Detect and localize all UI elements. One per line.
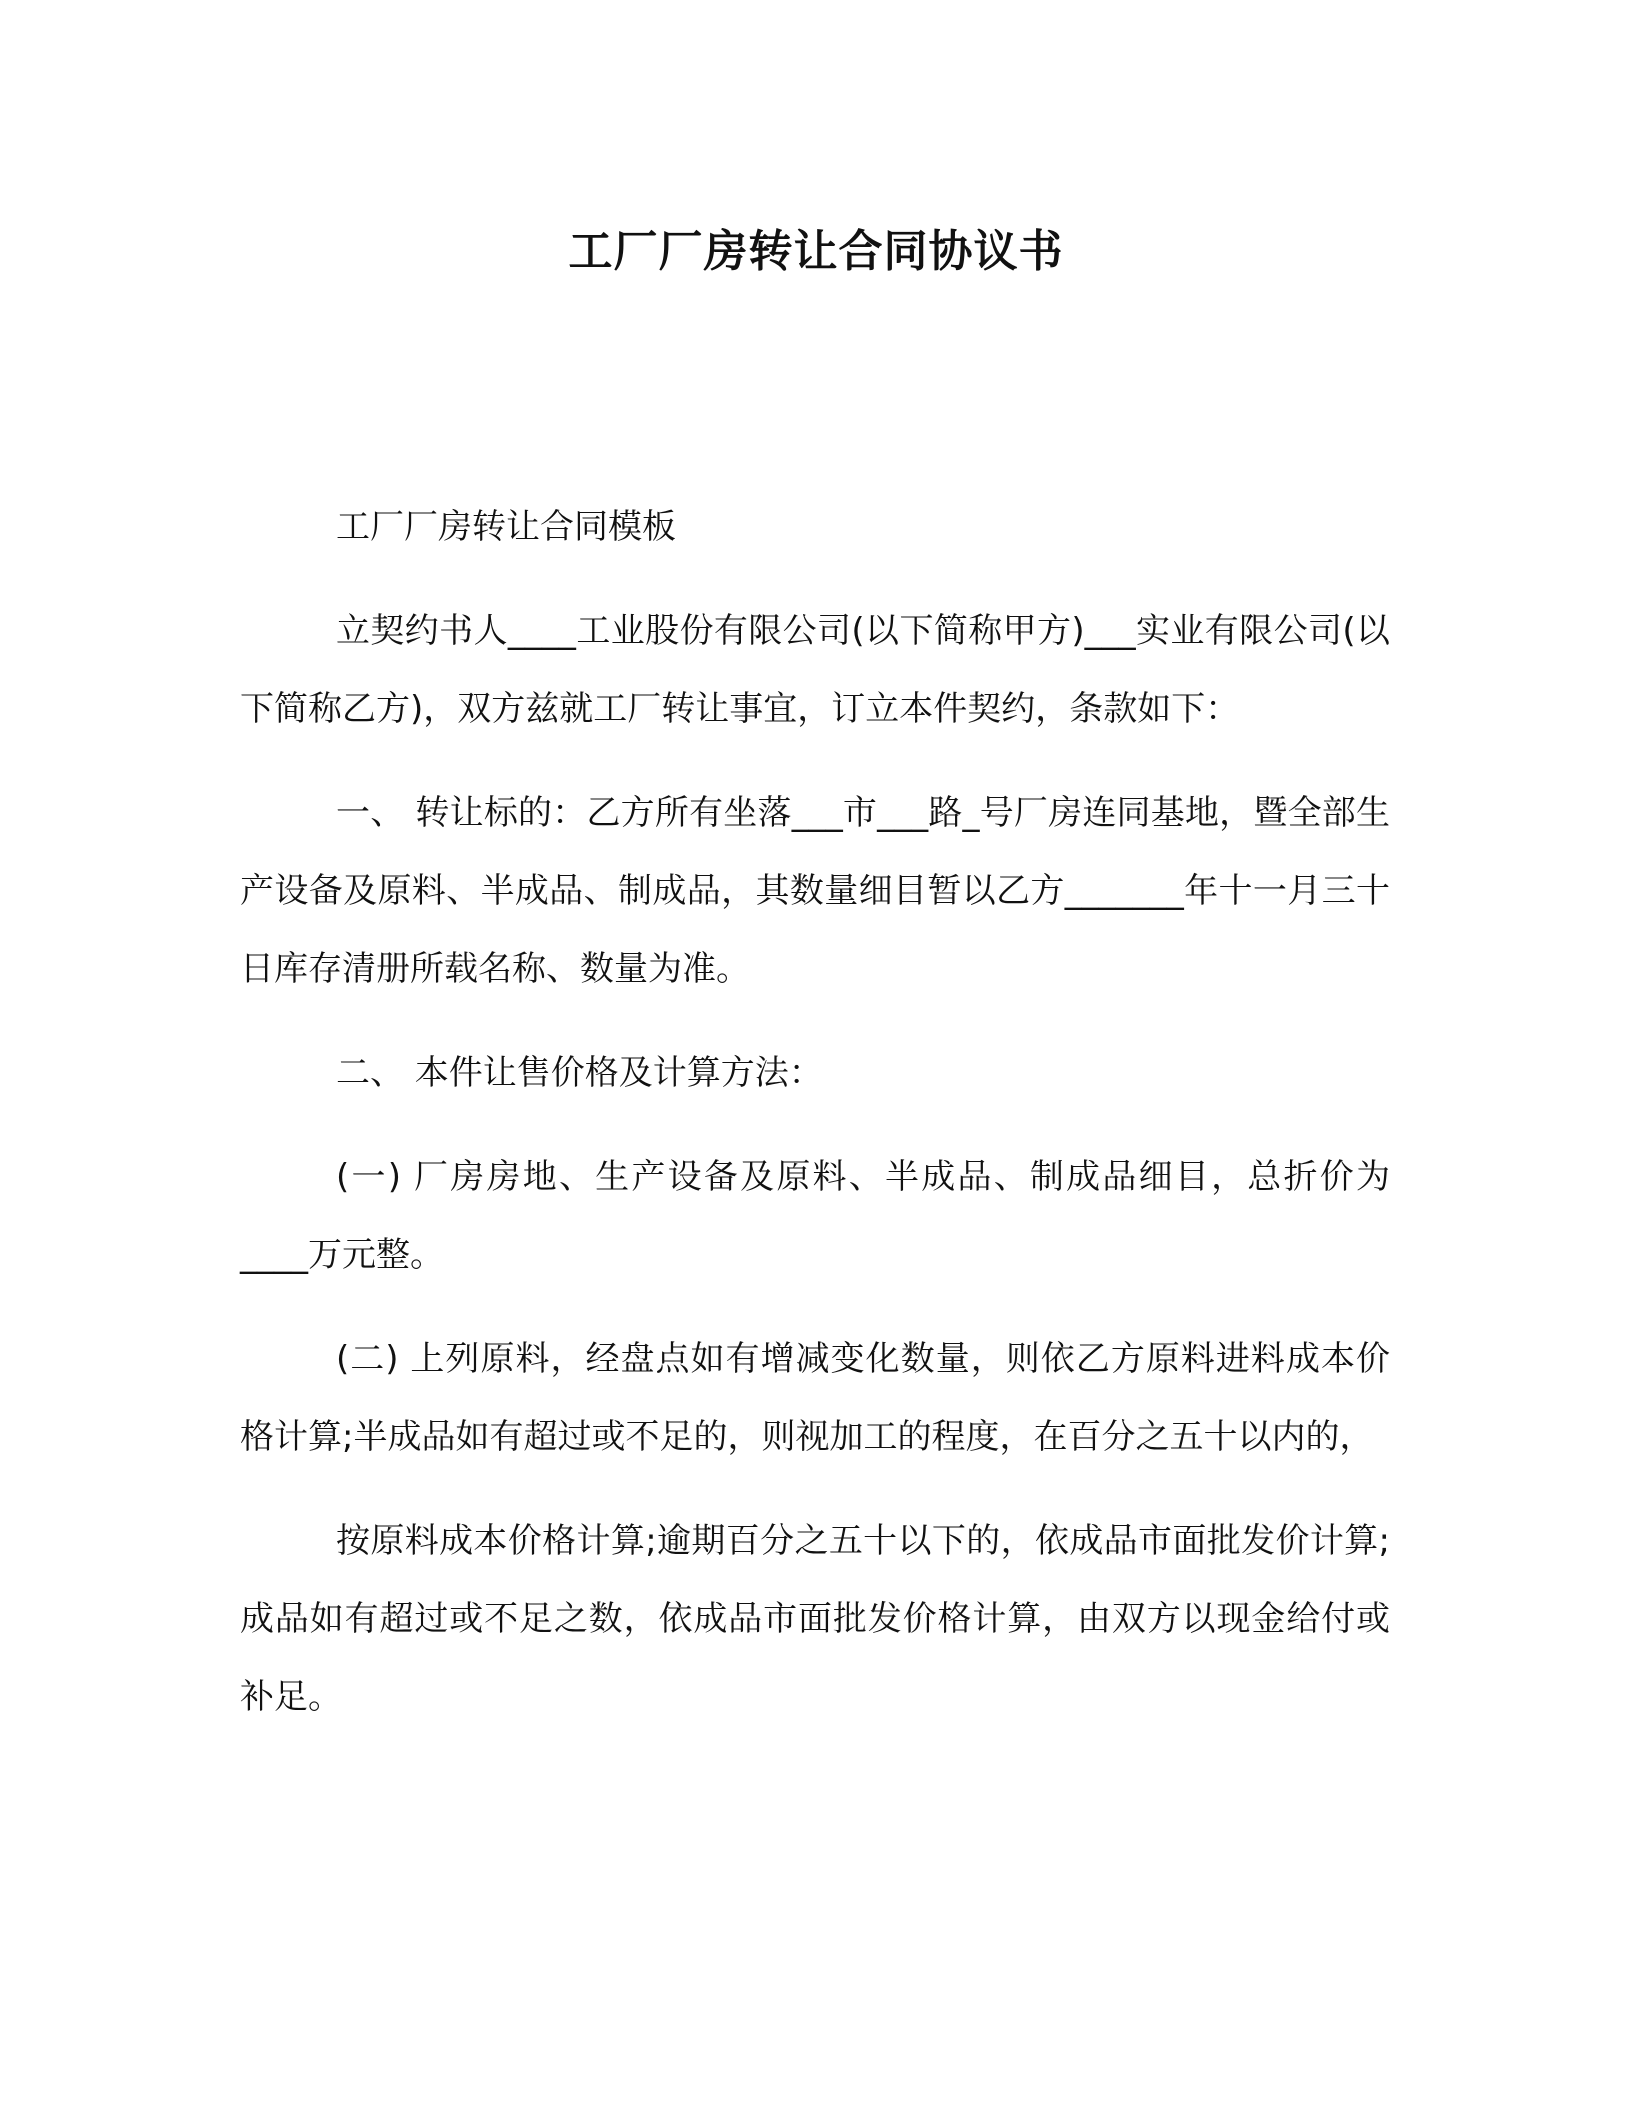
paragraph-total-price: (一) 厂房房地、生产设备及原料、半成品、制成品细目，总折价为____万元整。 <box>240 1157 1390 1275</box>
paragraph-cost-settlement: 按原料成本价格计算;逾期百分之五十以下的，依成品市面批发价计算;成品如有超过或不足之数，依成品市面批发价格计算，由双方以现金给付或补足。 <box>240 1521 1390 1717</box>
paragraph-price-method-heading: 二、 本件让售价格及计算方法： <box>336 1053 823 1093</box>
document-title: 工厂厂房转让合同协议书 <box>568 226 1064 277</box>
paragraph-template-heading: 工厂厂房转让合同模板 <box>336 507 676 547</box>
paragraph-material-calculation: (二) 上列原料，经盘点如有增减变化数量，则依乙方原料进料成本价格计算;半成品如有超过或不足的，则视加工的程度，在百分之五十以内的， <box>240 1339 1390 1457</box>
paragraph-parties: 立契约书人____工业股份有限公司(以下简称甲方)___实业有限公司(以下简称乙方)，双方兹就工厂转让事宜，订立本件契约，条款如下： <box>240 611 1390 729</box>
paragraph-transfer-subject: 一、 转让标的：乙方所有坐落___市___路_号厂房连同基地，暨全部生产设备及原料、半成品、制成品，其数量细目暂以乙方_______年十一月三十日库存清册所载名称、数量为准。 <box>240 793 1390 989</box>
document-body <box>240 488 1390 1762</box>
